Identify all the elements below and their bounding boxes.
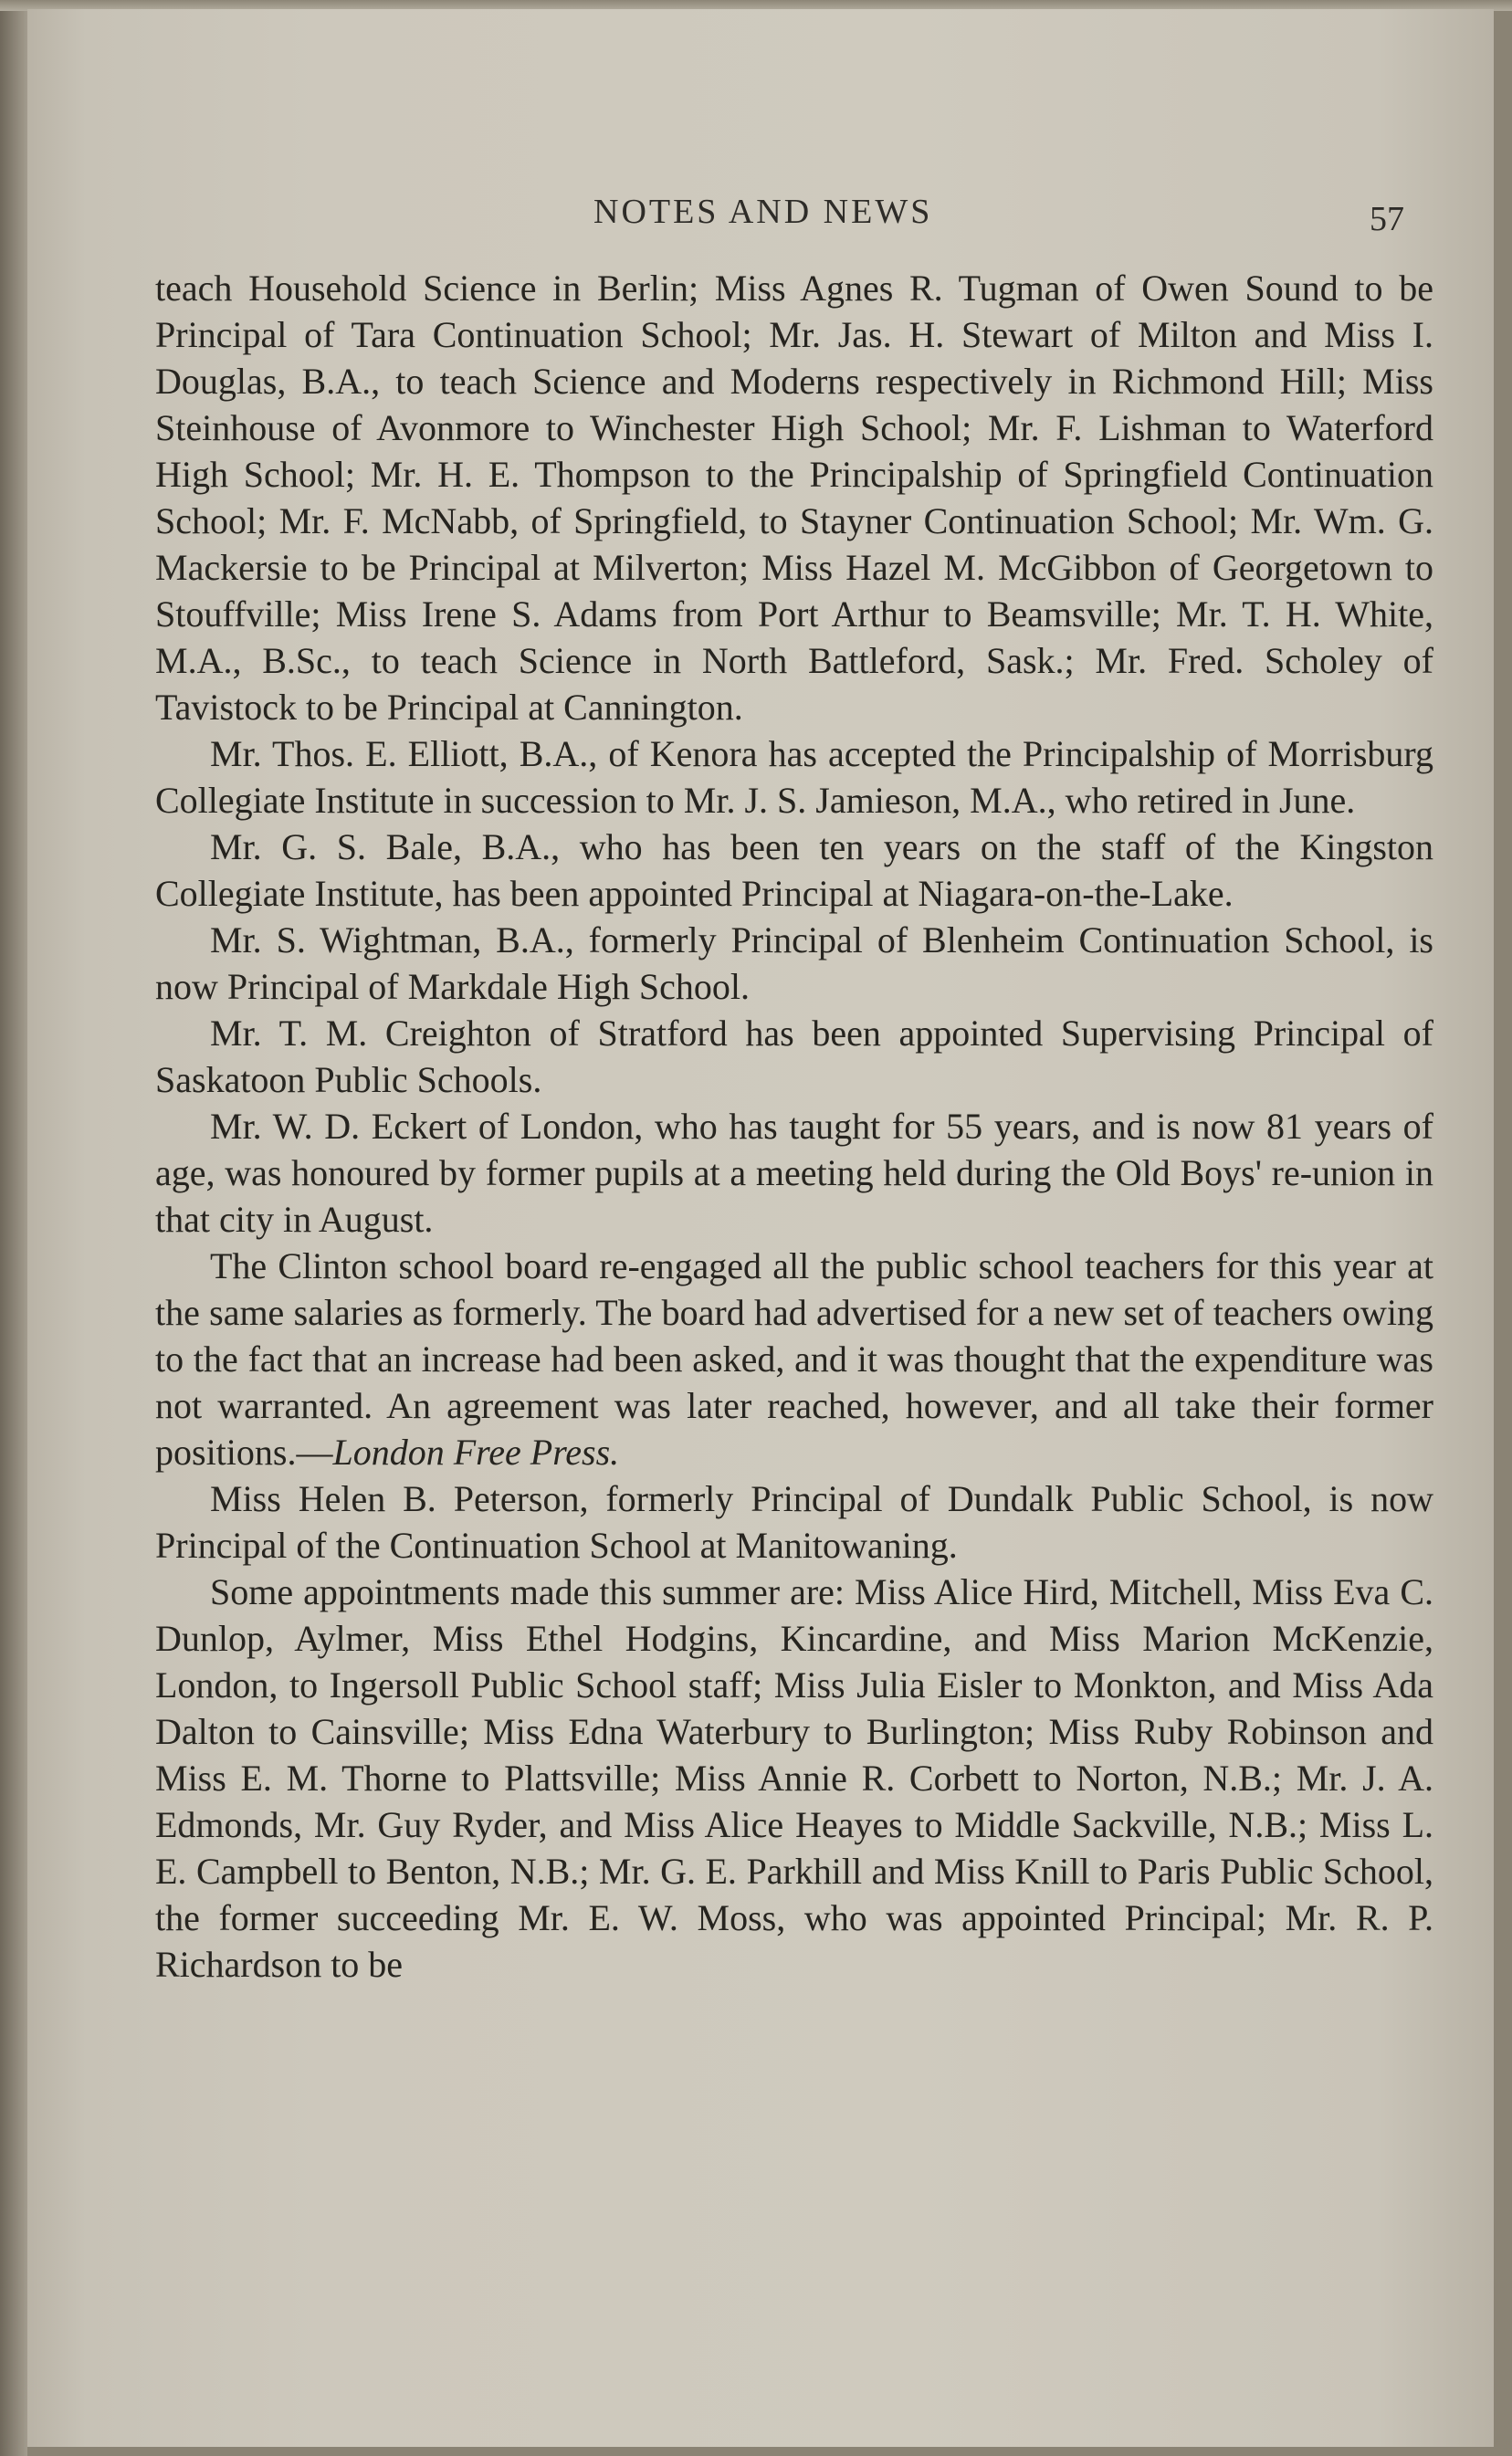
paragraph-summer-appointments: Some appointments made this summer are: Miss Alice Hird, Mitchell, Miss Eva C. Dunlop, Aylmer, Miss Ethel Hodgins, Kincardine, and Miss Marion McKenzie, London, to Ingersoll Public School staff; Miss Julia Eisler to Monkton, and Miss Ada Dalton to Cainsville; Miss Edna Waterbury to Burlington; Miss Ruby Robinson and Miss E. M. Thorne to Plattsville; Miss Annie R. Corbett to Norton, N.B.; Mr. J. A. Edmonds, Mr. Guy Ryder, and Miss Alice Heayes to Middle Sackville, N.B.; Miss L. E. Campbell to Benton, N.B.; Mr. G. E. Parkhill and Miss Knill to Paris Public School, the former succeeding Mr. E. W. Moss, who was appointed Principal; Mr. R. P. Richardson to be bbox=[155, 1571, 1433, 1985]
paragraph-bale: Mr. G. S. Bale, B.A., who has been ten years on the staff of the Kingston Collegiate Institute, has been appointed Principal at Niagara-on-the-Lake. bbox=[155, 826, 1433, 914]
paragraph-wightman: Mr. S. Wightman, B.A., formerly Principal of Blenheim Continuation School, is now Principal of Markdale High School. bbox=[155, 919, 1433, 1007]
source-citation: London Free Press. bbox=[332, 1432, 620, 1473]
paragraph-peterson: Miss Helen B. Peterson, formerly Principal of Dundalk Public School, is now Principal of the Continuation School at Manitowaning. bbox=[155, 1478, 1433, 1566]
book-page bbox=[27, 9, 1494, 2447]
paragraph-appointments-continued: teach Household Science in Berlin; Miss Agnes R. Tugman of Owen Sound to be Principal of Tara Continuation School; Mr. Jas. H. Stewart of Milton and Miss I. Douglas, B.A., to teach Science and Moderns respectively in Richmond Hill; Miss Steinhouse of Avonmore to Winchester High School; Mr. F. Lishman to Waterford High School; Mr. H. E. Thompson to the Principalship of Springfield Continuation School; Mr. F. McNabb, of Springfield, to Stayner Continuation School; Mr. Wm. G. Mackersie to be Principal at Milverton; Miss Hazel M. McGibbon of Georgetown to Stouffville; Miss Irene S. Adams from Port Arthur to Beamsville; Mr. T. H. White, M.A., B.Sc., to teach Science in North Battleford, Sask.; Mr. Fred. Scholey of Tavistock to be Principal at Cannington. bbox=[155, 268, 1433, 728]
page-edge-shadow bbox=[0, 0, 27, 2456]
paragraph-eckert: Mr. W. D. Eckert of London, who has taught for 55 years, and is now 81 years of age, was honoured by former pupils at a meeting held during the Old Boys' re-union in that city in August. bbox=[155, 1106, 1433, 1240]
paragraph-clinton bbox=[155, 1243, 1433, 1475]
page-number: 57 bbox=[1370, 200, 1404, 238]
paragraph-creighton: Mr. T. M. Creighton of Stratford has been appointed Supervising Principal of Saskatoon Public Schools. bbox=[155, 1013, 1433, 1100]
paragraph-clinton-text: The Clinton school board re-engaged all the public school teachers for this year at the same salaries as formerly. The board had advertised for a new set of teachers owing to the fact that an increase had been asked, and it was thought that the expenditure was not warranted. An agreement was later reached, however, and all take their former positions.— bbox=[155, 1245, 1433, 1473]
paragraph-elliott: Mr. Thos. E. Elliott, B.A., of Kenora has accepted the Principalship of Morrisburg Collegiate Institute in succession to Mr. J. S. Jamieson, M.A., who retired in June. bbox=[155, 733, 1433, 821]
article-body bbox=[155, 265, 1433, 1988]
running-header: NOTES AND NEWS bbox=[593, 193, 933, 231]
